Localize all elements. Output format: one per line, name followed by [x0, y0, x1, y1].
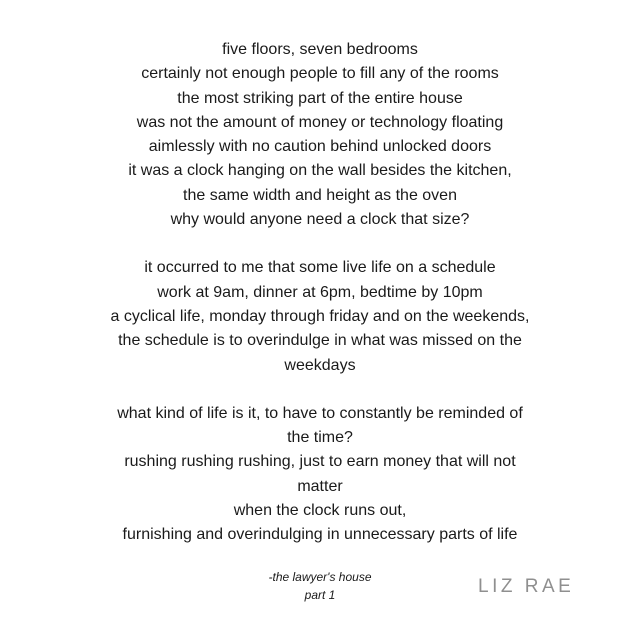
poem-body [40, 38, 600, 548]
poem-line: why would anyone need a clock that size? [170, 211, 470, 229]
stanza-1 [40, 38, 600, 232]
poem-line: matter [297, 477, 343, 495]
stanza-3 [40, 402, 600, 548]
poem-line: the same width and height as the oven [183, 186, 457, 204]
poem-caption [220, 568, 420, 604]
poem-line: weekdays [284, 356, 356, 374]
author-signature: LIZ RAE [478, 576, 575, 597]
poem-line: certainly not enough people to fill any of the rooms [141, 65, 499, 83]
poem-line: what kind of life is it, to have to constantly be reminded of [117, 404, 523, 422]
poem-line: the schedule is to overindulge in what was missed on the [118, 332, 522, 350]
poem-line: a cyclical life, monday through friday and on the weekends, [110, 307, 530, 325]
poem-line: work at 9am, dinner at 6pm, bedtime by 10pm [157, 283, 483, 301]
caption-part: part 1 [304, 588, 336, 602]
poem-line: the time? [287, 429, 353, 447]
stanza-2 [40, 256, 600, 377]
poem-line: it was a clock hanging on the wall besides the kitchen, [128, 162, 512, 180]
poem-line: was not the amount of money or technology floating [136, 113, 504, 131]
poem-line: five floors, seven bedrooms [222, 41, 418, 58]
poem-line: the most striking part of the entire house [177, 89, 463, 107]
poem-line: rushing rushing rushing, just to earn money that will not [124, 453, 516, 471]
poem-line: furnishing and overindulging in unnecessary parts of life [122, 526, 518, 544]
poem-line: aimlessly with no caution behind unlocked doors [148, 138, 492, 156]
caption-title: -the lawyer's house [268, 570, 372, 584]
poem-line: it occurred to me that some live life on a schedule [144, 259, 496, 277]
poem-line: when the clock runs out, [233, 502, 407, 520]
